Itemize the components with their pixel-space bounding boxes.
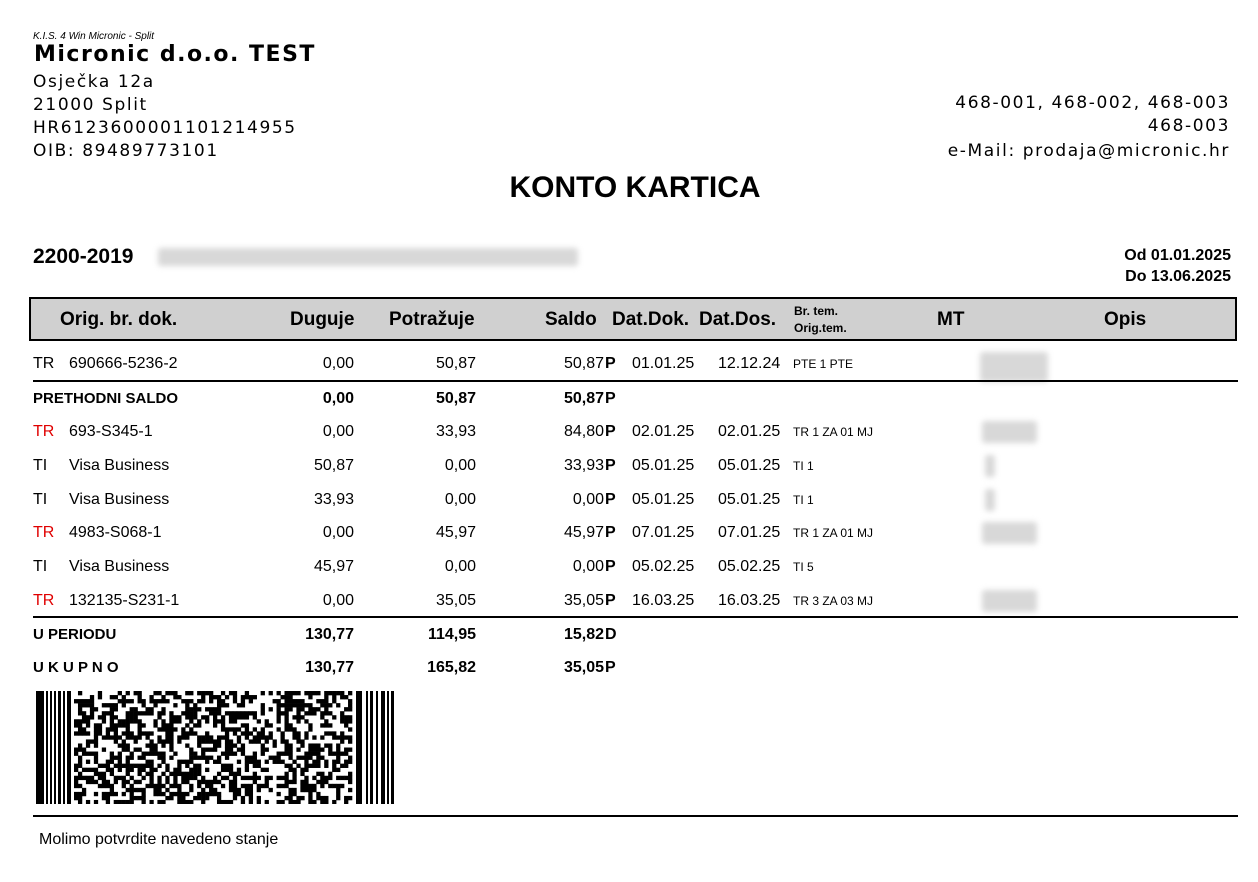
row-dat-dok: 01.01.25 <box>632 355 695 372</box>
row-type: TR <box>33 592 55 609</box>
email: e-Mail: prodaja@micronic.hr <box>947 141 1230 161</box>
row-potrazuje: 50,87 <box>435 355 476 372</box>
row-duguje: 0,00 <box>322 524 354 541</box>
row-doc: Visa Business <box>69 491 170 508</box>
row-type: TR <box>33 355 55 372</box>
phone-numbers: 468-001, 468-002, 468-003 <box>955 93 1230 113</box>
row-duguje: 0,00 <box>322 423 354 440</box>
row-dp: P <box>605 592 616 609</box>
row-duguje: 33,93 <box>313 491 354 508</box>
period-total-saldo: 15,82 <box>563 626 604 643</box>
col-orig-doc: Orig. br. dok. <box>60 309 178 330</box>
row-dat-dos: 05.02.25 <box>718 558 781 575</box>
grand-total-saldo: 35,05 <box>563 659 604 676</box>
period-total-potrazuje: 114,95 <box>427 626 476 643</box>
prev-balance-duguje: 0,00 <box>322 390 354 407</box>
row-type: TR <box>33 524 55 541</box>
barcode-image <box>36 691 394 804</box>
date-from: Od 01.01.2025 <box>1124 247 1231 264</box>
grand-total-potrazuje: 165,82 <box>427 659 476 676</box>
row-saldo: 45,97 <box>563 524 604 541</box>
divider <box>33 380 1238 382</box>
row-tem: TR 1 ZA 01 MJ <box>793 526 874 540</box>
col-potrazuje: Potražuje <box>389 309 475 330</box>
software-label: K.I.S. 4 Win Micronic - Split <box>33 31 155 42</box>
iban: HR6123600001101214955 <box>33 118 297 138</box>
document-title: KONTO KARTICA <box>509 171 761 204</box>
row-saldo: 84,80 <box>563 423 604 440</box>
prev-balance-potrazuje: 50,87 <box>435 390 476 407</box>
row-dat-dos: 05.01.25 <box>718 457 781 474</box>
row-potrazuje: 0,00 <box>444 491 476 508</box>
redacted-mt <box>982 421 1037 443</box>
col-opis: Opis <box>1104 309 1147 330</box>
divider <box>33 616 1238 618</box>
period-total-label: U PERIODU <box>33 626 117 643</box>
row-type: TR <box>33 423 55 440</box>
row-saldo: 33,93 <box>563 457 604 474</box>
row-potrazuje: 33,93 <box>435 423 476 440</box>
row-doc: 4983-S068-1 <box>69 524 162 541</box>
row-duguje: 0,00 <box>322 592 354 609</box>
redacted-mt <box>982 590 1037 612</box>
col-dat-dok: Dat.Dok. <box>612 309 690 330</box>
row-dp: P <box>605 457 616 474</box>
row-tem: TR 1 ZA 01 MJ <box>793 425 874 439</box>
grand-total-duguje: 130,77 <box>305 659 354 676</box>
row-dp: P <box>605 355 616 372</box>
row-dat-dos: 05.01.25 <box>718 491 781 508</box>
period-total-dp: D <box>605 626 617 643</box>
prev-balance-saldo: 50,87 <box>563 390 604 407</box>
row-dat-dok: 16.03.25 <box>632 592 695 609</box>
row-dat-dok: 05.02.25 <box>632 558 695 575</box>
row-doc: Visa Business <box>69 558 170 575</box>
redacted-mt <box>982 522 1037 544</box>
row-duguje: 45,97 <box>313 558 354 575</box>
address-line2: 21000 Split <box>33 95 148 115</box>
divider <box>33 815 1238 817</box>
redacted-mt <box>980 352 1048 382</box>
row-saldo: 0,00 <box>572 491 604 508</box>
row-potrazuje: 0,00 <box>444 457 476 474</box>
row-tem: TR 3 ZA 03 MJ <box>793 594 874 608</box>
row-potrazuje: 0,00 <box>444 558 476 575</box>
col-duguje: Duguje <box>290 309 355 330</box>
row-dp: P <box>605 491 616 508</box>
row-dat-dok: 05.01.25 <box>632 491 695 508</box>
row-dat-dos: 16.03.25 <box>718 592 781 609</box>
grand-total-dp: P <box>605 659 616 676</box>
account-number: 2200-2019 <box>33 245 134 268</box>
col-mt: MT <box>937 309 965 330</box>
company-name: Micronic d.o.o. TEST <box>34 42 316 67</box>
row-dat-dos: 12.12.24 <box>718 355 781 372</box>
col-dat-dos: Dat.Dos. <box>699 309 777 330</box>
row-dat-dok: 02.01.25 <box>632 423 695 440</box>
row-doc: Visa Business <box>69 457 170 474</box>
row-type: TI <box>33 558 48 575</box>
row-tem: TI 5 <box>793 560 814 574</box>
prev-balance-dp: P <box>605 390 616 407</box>
row-dat-dok: 05.01.25 <box>632 457 695 474</box>
period-total-duguje: 130,77 <box>305 626 354 643</box>
col-saldo: Saldo <box>545 309 597 330</box>
row-saldo: 0,00 <box>572 558 604 575</box>
col-orig-tem: Orig.tem. <box>794 321 847 335</box>
row-dat-dos: 07.01.25 <box>718 524 781 541</box>
row-tem: TI 1 <box>793 493 814 507</box>
redacted-account-name <box>158 248 578 266</box>
row-type: TI <box>33 457 48 474</box>
grand-total-label: U K U P N O <box>33 659 119 676</box>
row-dp: P <box>605 524 616 541</box>
row-type: TI <box>33 491 48 508</box>
col-br-tem: Br. tem. <box>794 304 839 318</box>
date-to: Do 13.06.2025 <box>1125 268 1231 285</box>
row-saldo: 35,05 <box>563 592 604 609</box>
row-dp: P <box>605 558 616 575</box>
redacted-mt <box>985 455 995 477</box>
row-dat-dok: 07.01.25 <box>632 524 695 541</box>
row-doc: 690666-5236-2 <box>69 355 178 372</box>
row-dp: P <box>605 423 616 440</box>
fax-number: 468-003 <box>1147 116 1230 136</box>
footer-note: Molimo potvrdite navedeno stanje <box>39 831 279 848</box>
row-potrazuje: 45,97 <box>435 524 476 541</box>
row-doc: 132135-S231-1 <box>69 592 180 609</box>
row-duguje: 0,00 <box>322 355 354 372</box>
row-tem: TI 1 <box>793 459 814 473</box>
address-line1: Osječka 12a <box>33 72 155 92</box>
row-dat-dos: 02.01.25 <box>718 423 781 440</box>
oib: OIB: 89489773101 <box>33 141 219 161</box>
row-duguje: 50,87 <box>313 457 354 474</box>
row-potrazuje: 35,05 <box>435 592 476 609</box>
redacted-mt <box>985 489 995 511</box>
row-saldo: 50,87 <box>563 355 604 372</box>
row-tem: PTE 1 PTE <box>793 357 854 371</box>
row-doc: 693-S345-1 <box>69 423 153 440</box>
prev-balance-label: PRETHODNI SALDO <box>33 390 179 407</box>
